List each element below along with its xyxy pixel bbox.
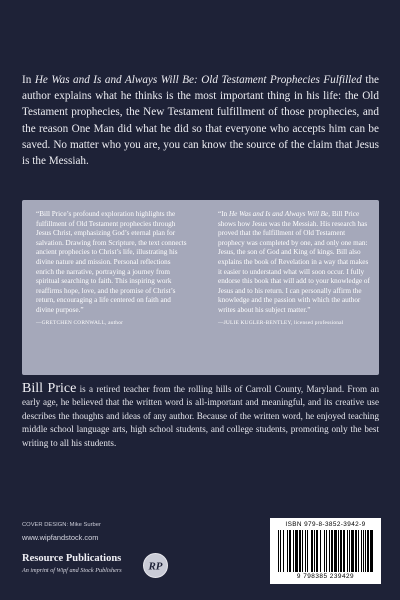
publisher-website: www.wipfandstock.com: [22, 533, 99, 542]
cover-design-credit: COVER DESIGN: Mike Surber: [22, 522, 101, 528]
intro-lead: In: [22, 74, 35, 86]
barcode-bar: [326, 530, 327, 572]
barcode-bar: [347, 530, 348, 572]
endorsement-right-attribution: —JULIE KUGLER-BENTLEY, licensed professional: [218, 319, 344, 326]
publisher-name: Resource Publications: [22, 553, 122, 564]
barcode-bar: [299, 530, 301, 572]
endorsement-left-attribution: —GRETCHEN CORNWALL, author: [36, 319, 124, 326]
isbn-label: ISBN 979-8-3852-3942-9: [285, 521, 366, 528]
publisher-imprint: An imprint of Wipf and Stock Publishers: [22, 567, 122, 574]
endorsement-right: [218, 210, 371, 328]
endorsement-left: [36, 210, 188, 328]
barcode-bar: [363, 530, 364, 572]
barcode-bar: [305, 530, 306, 572]
endorsement-left-text: “Bill Price’s profound exploration highlights the fulfillment of Old Testament prophecies through Jesus Christ, emphasizing God’s eternal plan for salvation. Drawing from Scripture, the text connects ancient prophecies to Christ’s life, illustrating his divine nature and mission. Personal reflections enrich the narrative, portraying a journey from spiritual searching to faith. This inspiring work reaffirms hope, love, and the promise of Christ’s return, encouraging a life centered on faith and divine purpose.”: [36, 210, 187, 314]
barcode-bar: [355, 530, 357, 572]
author-name: Bill Price: [22, 381, 77, 396]
barcode-digits: 9 798385 239429: [296, 573, 355, 580]
barcode-bar: [338, 530, 339, 572]
barcode-bar: [302, 530, 303, 572]
barcode-bar: [311, 530, 313, 572]
publisher-logo: [143, 553, 168, 578]
barcode-bar: [343, 530, 345, 572]
barcode-bar: [351, 530, 354, 572]
intro-body: the author explains what he thinks is the most important thing in his life: the Old Testament prophecies, the New Testament fulfillment of those prophecies, and the reason One Man did what he did so that everyone who accepts him can be saved. No matter who you are, you can know the source of the claim that Jesus is the Messiah.: [22, 74, 380, 168]
publisher-logo-letters: RP: [148, 560, 163, 573]
barcode-bar: [295, 530, 298, 572]
barcode-bar: [289, 530, 291, 572]
endorsement-right-lead: “In: [218, 210, 229, 218]
barcode-bar: [320, 530, 321, 572]
barcode-bar: [307, 530, 308, 572]
barcode-bar: [331, 530, 333, 572]
barcode-bar: [370, 530, 373, 572]
author-bio: [22, 382, 379, 450]
back-cover-description: [22, 72, 379, 169]
book-title: He Was and Is and Always Will Be: Old Testament Prophecies Fulfilled: [34, 74, 362, 86]
barcode-bar: [324, 530, 325, 572]
barcode-bar: [361, 530, 362, 572]
barcode-bars: [278, 530, 373, 572]
endorsements-panel: [22, 200, 379, 375]
barcode-bar: [293, 530, 294, 572]
barcode-bar: [358, 530, 359, 572]
barcode-bar: [287, 530, 288, 572]
barcode-bar: [316, 530, 318, 572]
barcode-bar: [365, 530, 366, 572]
endorsement-right-title: He Was and Is and Always Will Be,: [228, 210, 331, 218]
barcode-bar: [314, 530, 315, 572]
endorsement-right-text: [218, 210, 371, 316]
barcode-bar: [280, 530, 281, 572]
barcode: [270, 518, 381, 584]
barcode-bar: [329, 530, 330, 572]
author-bio-text: is a retired teacher from the rolling hills of Carroll County, Maryland. From an early age, he believed that the written word is all-important and meaningful, and its creative use describes the thoughts and ideas of any author. Because of the written word, he enjoyed teaching middle school language arts, high school students, and college students, promoting only the best writing to all his students.: [22, 384, 379, 448]
barcode-bar: [283, 530, 284, 572]
barcode-bar: [367, 530, 369, 572]
barcode-bar: [278, 530, 279, 572]
endorsement-right-body: Bill Price shows how Jesus was the Messiah. His research has proved that the fulfillment of Old Testament prophecy was completed by one, and only one man: Jesus, the son of God and King of kings. Bill also explains the book of Revelation in a way that makes it easier to understand what will soon occur. I fully endorse this book that will add to your knowledge of Jesus and to his return. I can personally affirm the knowledge and the passion with which the author writes about his subject matter.”: [218, 210, 370, 314]
barcode-bar: [349, 530, 350, 572]
barcode-bar: [334, 530, 337, 572]
barcode-bar: [340, 530, 342, 572]
